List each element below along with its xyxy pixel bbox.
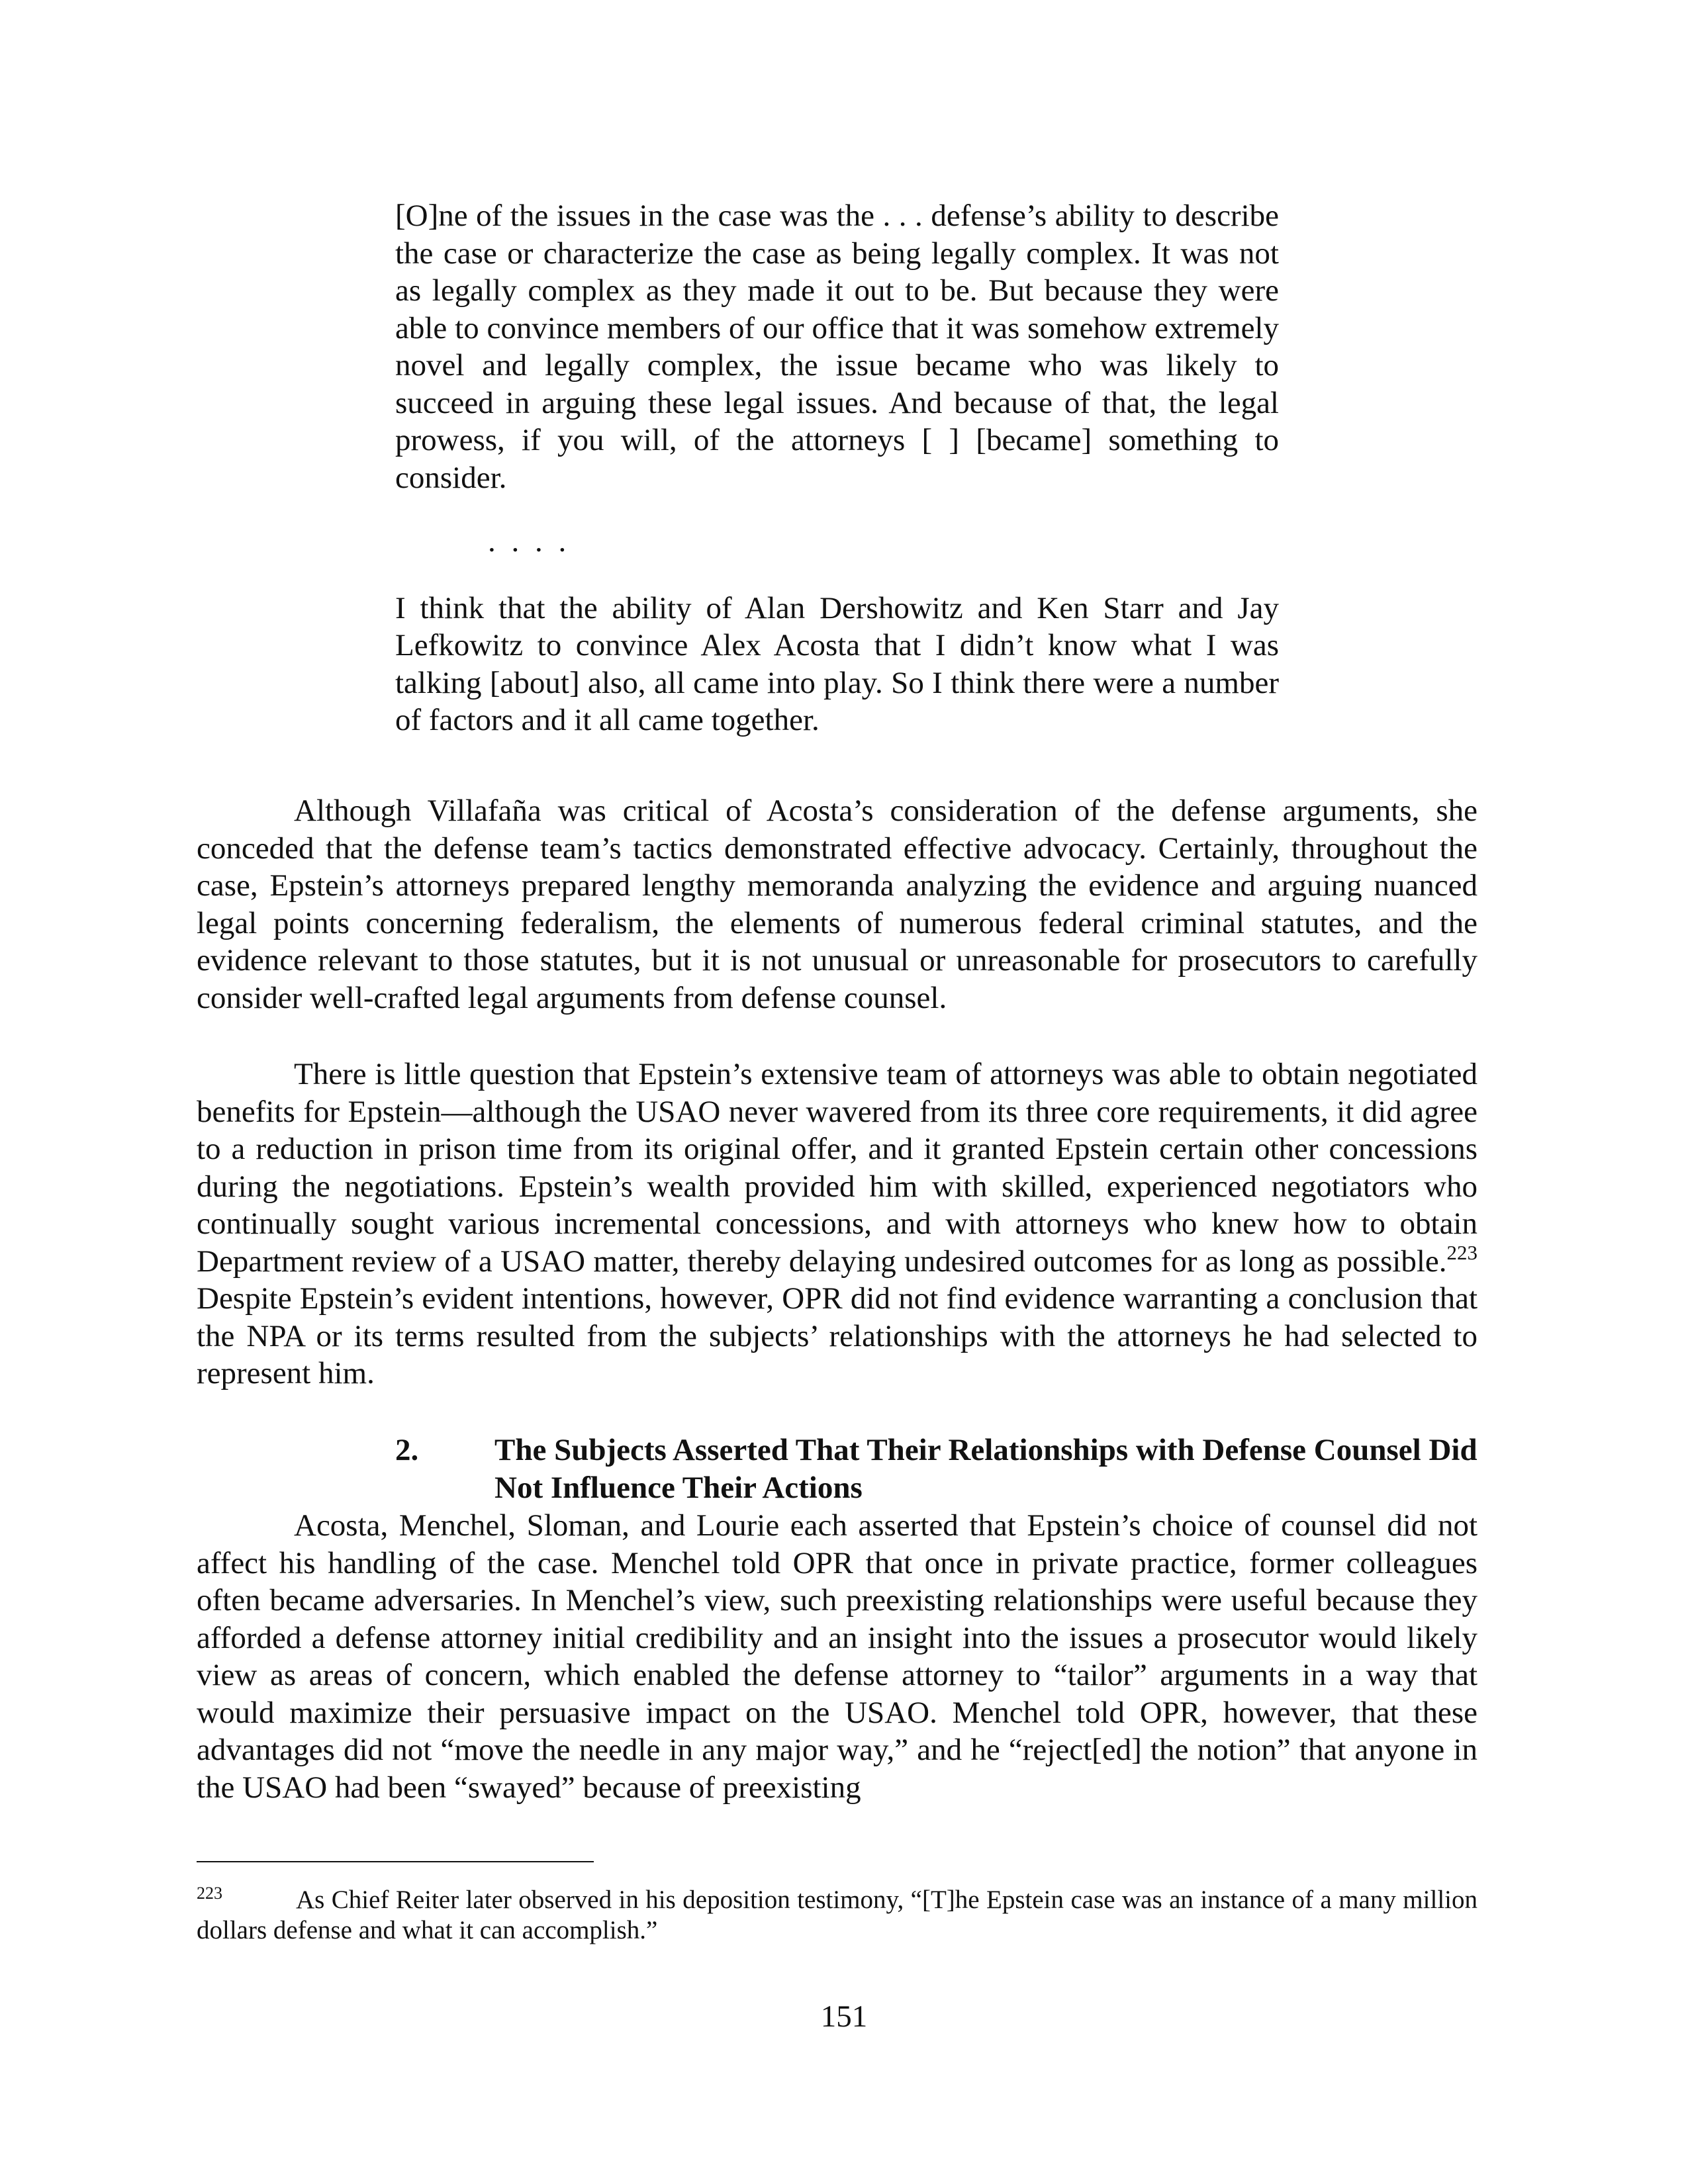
body-paragraph-1-wrapper — [197, 792, 1477, 1017]
footnote-reference-223[interactable]: 223 — [1446, 1240, 1477, 1264]
page-number: 151 — [820, 1999, 868, 2034]
footnote-text: As Chief Reiter later observed in his deposition testimony, “[T]he Epstein case was an instance of a many million dollars defense and what it can accomplish.” — [197, 1886, 1477, 1944]
quote-ellipsis: . . . . — [488, 524, 571, 559]
body-paragraph-3-wrapper — [197, 1507, 1477, 1806]
body-paragraph-2-part-2: Despite Epstein’s evident intentions, however, OPR did not find evidence warranting a conclusion that the NPA or its terms resulted from the subjects’ relationships with the attorneys he had selected to represent him. — [197, 1281, 1477, 1390]
section-heading-text: The Subjects Asserted That Their Relationships with Defense Counsel Did Not Influence Their Actions — [494, 1433, 1477, 1505]
body-paragraph-3: Acosta, Menchel, Sloman, and Lourie each asserted that Epstein’s choice of counsel did not affect his handling of the case. Menchel told OPR that once in private practice, former colleagues often became adversaries. In Menchel’s view, such preexisting relationships were useful because they afforded a defense attorney initial credibility and an insight into the issues a prosecutor would likely view as areas of concern, which enabled the defense attorney to “tailor” arguments in a way that would maximize their persuasive impact on the USAO. Menchel told OPR, however, that these advantages did not “move the needle in any major way,” and he “reject[ed] the notion” that anyone in the USAO had been “swayed” because of preexisting — [197, 1508, 1477, 1805]
block-quote — [395, 197, 1279, 739]
section-heading-number: 2. — [395, 1433, 419, 1467]
quote-paragraph-2: I think that the ability of Alan Dershowitz and Ken Starr and Jay Lefkowitz to convince Alex Acosta that I didn’t know what I was talking [about] also, all came into play. So I think there were a number of factors and it all came together. — [395, 590, 1279, 737]
footnote-number: 223 — [197, 1884, 222, 1903]
footnote-separator — [197, 1861, 594, 1862]
quote-paragraph-1: [O]ne of the issues in the case was the . . . defense’s ability to describe the case or characterize the case as being legally complex. It was not as legally complex as they made it out to be. But because they were able to convince members of our office that it was somehow extremely novel and legally complex, the issue became who was likely to succeed in arguing these legal issues. And because of that, the legal prowess, if you will, of the attorneys [ ] [became] something to consider. — [395, 199, 1279, 495]
body-paragraph-2-part-1: There is little question that Epstein’s extensive team of attorneys was able to obtain negotiated benefits for Epstein—although the USAO never wavered from its three core requirements, it did agree to a reduction in prison time from its original offer, and it granted Epstein certain other concessions during the negotiations. Epstein’s wealth provided him with skilled, experienced negotiators who continually sought various incremental concessions, and with attorneys who knew how to obtain Department review of a USAO matter, thereby delaying undesired outcomes for as long as possible. — [197, 1057, 1477, 1279]
body-paragraph-2-wrapper — [197, 1056, 1477, 1392]
footnote-223 — [197, 1878, 1477, 1946]
body-paragraph-2 — [197, 1056, 1477, 1392]
body-paragraph-1: Although Villafaña was critical of Acosta’s consideration of the defense arguments, she conceded that the defense team’s tactics demonstrated effective advocacy. Certainly, throughout the case, Epstein’s attorneys prepared lengthy memoranda analyzing the evidence and arguing nuanced legal points concerning federalism, the elements of numerous federal criminal statutes, and the evidence relevant to those statutes, but it is not unusual or unreasonable for prosecutors to carefully consider well-crafted legal arguments from defense counsel. — [197, 794, 1477, 1015]
